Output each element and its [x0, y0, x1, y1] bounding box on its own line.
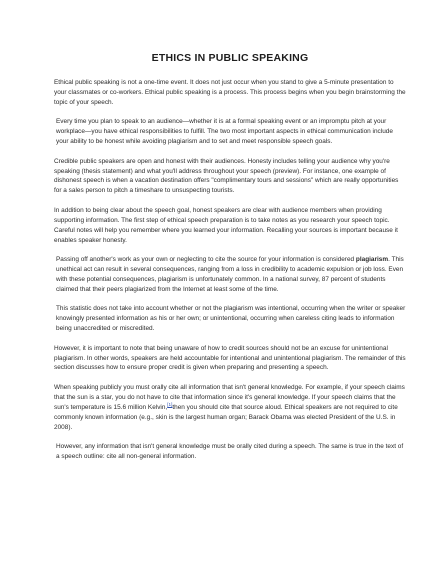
paragraph-general-knowledge: However, any information that isn't general knowledge must be orally cited during a speech. The same is true in the text of a speech outline: cite all non-general information.: [56, 443, 404, 460]
citation-rest-text: then you should cite that source aloud. Ethical speakers are not required to cite commonly known information (e.g., skin is the largest human organ; Barack Obama was elected President of the U.S. in 2008).: [54, 403, 398, 431]
citation-lead-text: When speaking publicly you must orally cite all information that isn't general knowledge. For example, if your speech claims that the sun is a star, you do not have to cite that information since it's general knowledge. If your speech claims that the sun's temperature is 15.6 million Kelvin,: [54, 383, 405, 411]
paragraph-responsibilities: Every time you plan to speak to an audience—whether it is at a formal speaking event or an impromptu pitch at your workplace—you have ethical responsibilities to fulfill. The two most important aspects in ethical communication include your ability to be honest while avoiding plagiarism and to set and meet responsible speech goals.: [56, 118, 393, 146]
paragraph-honesty: Credible public speakers are open and honest with their audiences. Honesty includes telling your audience why you're speaking (thesis statement) and what you'll address throughout your speech (preview). For instance, one example of dishonest speech is when a vacation destination offers "complimentary tours and sessions" which are really opportunities for a sales person to pitch a timeshare to unsuspecting tourists.: [54, 157, 399, 195]
plagiarism-term: plagiarism: [355, 256, 389, 264]
page-title: ETHICS IN PUBLIC SPEAKING: [151, 52, 309, 64]
paragraph-unaware: However, it is important to note that being unaware of how to credit sources should not be an excuse for unintentional plagiarism. In other words, speakers are held accountable for intentional and unintentional plagiarism. The remainder of this section discusses how to ensure proper credit is given when preparing and presenting a speech.: [54, 344, 406, 372]
paragraph-statistic: This statistic does not take into account whether or not the plagiarism was intentional, occurring when the writer or speaker knowingly presented information as his or her own; or unintentional, occurring when careless citing leads to information being unaccredited or miscredited.: [56, 305, 406, 333]
footnote-link[interactable]: [1]: [167, 401, 173, 407]
paragraph-intro: Ethical public speaking is not a one-time event. It does not just occur when you stand to give a 5-minute presentation to your classmates or co-workers. Ethical public speaking is a process. This process begins when you begin brainstorming the topic of your speech.: [54, 79, 406, 106]
plagiarism-lead-text: Passing off another's work as your own or neglecting to cite the source for your information is considered: [56, 256, 356, 264]
paragraph-notes: In addition to being clear about the speech goal, honest speakers are clear with audience members when providing supporting information. The first step of ethical speech preparation is to take notes as you research your speech topic. Careful notes will help you remember where you learned your information. Recalling your sources is important because it enables speaker honesty.: [54, 206, 398, 244]
paragraph-plagiarism: [54, 255, 406, 295]
plagiarism-rest-text: . This unethical act can result in several consequences, ranging from a loss in credibility to academic expulsion or job loss. Even with these potential consequences, plagiarism is unfortunately common. In a national survey, 87 percent of students claimed that their peers plagiarized from the Internet at least some of the time.: [56, 256, 404, 293]
paragraph-citation: [54, 383, 406, 433]
